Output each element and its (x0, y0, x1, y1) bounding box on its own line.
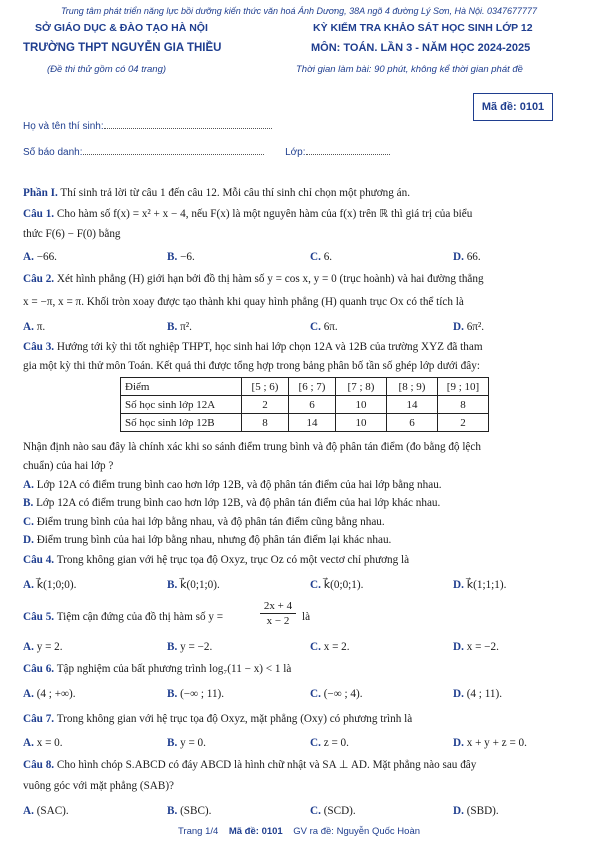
q4-option-a[interactable]: A. k⃗(1;0;0). (23, 579, 77, 591)
subject-line: MÔN: TOÁN. LẦN 3 - NĂM HỌC 2024-2025 (311, 42, 531, 54)
q2-option-b[interactable]: B. π². (167, 321, 192, 333)
center-info: Trung tâm phát triển năng lực bồi dưỡng kiến thức văn hoá Ánh Dương, 38A ngõ 4 đường Lý Sơn, Hà Nội. 0347677777 (60, 6, 538, 16)
table-cell: 2 (438, 414, 489, 432)
q8-stem-cont: vuông góc với mặt phẳng (SAB)? (23, 780, 175, 792)
q6-option-d[interactable]: D. (4 ; 11). (453, 688, 503, 700)
table-cell: 14 (289, 414, 336, 432)
time-note: Thời gian làm bài: 90 phút, không kể thời gian phát đề (296, 64, 523, 75)
q6-option-a[interactable]: A. (4 ; +∞). (23, 688, 76, 700)
table-cell: Số học sinh lớp 12A (121, 396, 242, 414)
q3-question-line1: Nhận định nào sau đây là chính xác khi so sánh điểm trung bình và độ phân tán điểm (đo bằng độ lệch (23, 441, 481, 453)
q3-option-a[interactable]: A. Lớp 12A có điểm trung bình cao hơn lớp 12B, và độ phân tán điểm của hai lớp bằng nhau. (23, 479, 442, 491)
page-number: Trang 1/4 (177, 826, 219, 837)
q3-option-b[interactable]: B. Lớp 12A có điểm trung bình cao hơn lớp 12B, và độ phân tán điểm của hai lớp khác nhau. (23, 497, 441, 509)
table-header-cell: [6 ; 7) (289, 378, 336, 396)
q5-option-b[interactable]: B. y = −2. (167, 641, 213, 653)
q5-fraction (260, 600, 296, 628)
q6-option-c[interactable]: C. (−∞ ; 4). (310, 688, 363, 700)
q2-option-a[interactable]: A. π. (23, 321, 46, 333)
exam-code-box (473, 93, 553, 121)
table-cell: 6 (289, 396, 336, 414)
q5-option-c[interactable]: C. x = 2. (310, 641, 350, 653)
class-label: Lớp: (285, 147, 306, 158)
table-header-cell: [7 ; 8) (336, 378, 387, 396)
q4-option-c[interactable]: C. k⃗(0;0;1). (310, 579, 364, 591)
q8-option-d[interactable]: D. (SBD). (453, 805, 499, 817)
school-name: TRƯỜNG THPT NGUYỄN GIA THIỀU (23, 42, 222, 54)
q6-option-b[interactable]: B. (−∞ ; 11). (167, 688, 225, 700)
q1-option-b[interactable]: B. −6. (167, 251, 195, 263)
q7-option-d[interactable]: D. x + y + z = 0. (453, 737, 527, 749)
q7-option-c[interactable]: C. z = 0. (310, 737, 349, 749)
id-field[interactable] (83, 145, 264, 155)
table-row (121, 414, 489, 432)
score-distribution-table (120, 377, 489, 432)
pages-note: (Đề thi thử gồm có 04 trang) (47, 64, 167, 75)
q6-stem: Câu 6. Tập nghiệm của bất phương trình log₇(11 − x) < 1 là (23, 663, 292, 675)
q2-stem-cont: x = −π, x = π. Khối tròn xoay được tạo thành khi quay hình phẳng (H) quanh trục Ox có thể tích là (23, 296, 464, 308)
q1-option-d[interactable]: D. 66. (453, 251, 481, 263)
q1-stem-cont: thức F(6) − F(0) bằng (23, 228, 121, 240)
table-cell: 8 (242, 414, 289, 432)
department-name: SỞ GIÁO DỤC & ĐÀO TẠO HÀ NỘI (35, 22, 208, 34)
q2-option-d[interactable]: D. 6π². (453, 321, 485, 333)
table-cell: 8 (438, 396, 489, 414)
q3-stem-cont: gia một kỳ thi thử môn Toán. Kết quả thi được tổng hợp trong bảng phân bố tần số ghép lớp dưới đây: (23, 360, 480, 372)
table-header-cell: [5 ; 6) (242, 378, 289, 396)
q8-option-b[interactable]: B. (SBC). (167, 805, 212, 817)
candidate-name-row (23, 119, 272, 132)
q5-stem: Câu 5. Tiệm cận đứng của đồ thị hàm số y = (23, 611, 224, 623)
q2-option-c[interactable]: C. 6π. (310, 321, 338, 333)
q5-denominator: x − 2 (266, 615, 290, 627)
exam-title: KỲ KIỂM TRA KHẢO SÁT HỌC SINH LỚP 12 (313, 22, 533, 34)
table-header-cell: Điểm (121, 378, 242, 396)
table-cell: 10 (336, 414, 387, 432)
q7-option-a[interactable]: A. x = 0. (23, 737, 63, 749)
q5-stem-end: là (302, 611, 311, 623)
q7-option-b[interactable]: B. y = 0. (167, 737, 206, 749)
q4-option-b[interactable]: B. k⃗(0;1;0). (167, 579, 220, 591)
table-row (121, 396, 489, 414)
part1-heading: Phần I. Thí sinh trả lời từ câu 1 đến câu 12. Mỗi câu thí sinh chỉ chọn một phương án. (23, 187, 410, 199)
q8-option-a[interactable]: A. (SAC). (23, 805, 69, 817)
class-field[interactable] (306, 145, 390, 155)
q3-option-c[interactable]: C. Điểm trung bình của hai lớp bằng nhau, và độ phân tán điểm cũng bằng nhau. (23, 516, 385, 528)
table-cell: Số học sinh lớp 12B (121, 414, 242, 432)
name-label: Họ và tên thí sinh: (23, 121, 104, 132)
table-cell: 10 (336, 396, 387, 414)
page-footer (0, 826, 598, 837)
q5-option-d[interactable]: D. x = −2. (453, 641, 499, 653)
q1-stem: Câu 1. Cho hàm số f(x) = x² + x − 4, nếu F(x) là một nguyên hàm của f(x) trên ℝ thì giá trị của biểu (23, 208, 473, 220)
table-cell: 14 (387, 396, 438, 414)
q4-option-d[interactable]: D. k⃗(1;1;1). (453, 579, 507, 591)
q2-stem: Câu 2. Xét hình phẳng (H) giới hạn bởi đồ thị hàm số y = cos x, y = 0 (trục hoành) và hai đường thẳng (23, 273, 484, 285)
name-field[interactable] (104, 119, 272, 129)
table-cell: 6 (387, 414, 438, 432)
table-header-cell: [9 ; 10] (438, 378, 489, 396)
id-label: Số báo danh: (23, 147, 83, 158)
footer-author: GV ra đề: Nguyễn Quốc Hoàn (293, 826, 421, 837)
exam-code: Mã đề: 0101 (481, 101, 545, 113)
q3-option-d[interactable]: D. Điểm trung bình của hai lớp bằng nhau, nhưng độ phân tán điểm lại khác nhau. (23, 534, 392, 546)
table-cell: 2 (242, 396, 289, 414)
q4-stem: Câu 4. Trong không gian với hệ trục tọa độ Oxyz, trục Oz có một vectơ chỉ phương là (23, 554, 410, 566)
q5-option-a[interactable]: A. y = 2. (23, 641, 63, 653)
q8-stem: Câu 8. Cho hình chóp S.ABCD có đáy ABCD là hình chữ nhật và SA ⊥ AD. Mặt phẳng nào sau đây (23, 759, 477, 771)
q3-stem: Câu 3. Hướng tới kỳ thi tốt nghiệp THPT, học sinh hai lớp chọn 12A và 12B của trường XYZ đã tham (23, 341, 483, 353)
table-header-cell: [8 ; 9) (387, 378, 438, 396)
q3-question-line2: chuẩn) của hai lớp ? (23, 460, 114, 472)
q7-stem: Câu 7. Trong không gian với hệ trục tọa độ Oxyz, mặt phẳng (Oxy) có phương trình là (23, 713, 413, 725)
candidate-id-row (23, 145, 390, 158)
table-header-row (121, 378, 489, 396)
q1-option-c[interactable]: C. 6. (310, 251, 333, 263)
q8-option-c[interactable]: C. (SCD). (310, 805, 356, 817)
q1-option-a[interactable]: A. −66. (23, 251, 57, 263)
footer-exam-code: Mã đề: 0101 (228, 826, 283, 837)
q5-numerator: 2x + 4 (260, 600, 296, 614)
